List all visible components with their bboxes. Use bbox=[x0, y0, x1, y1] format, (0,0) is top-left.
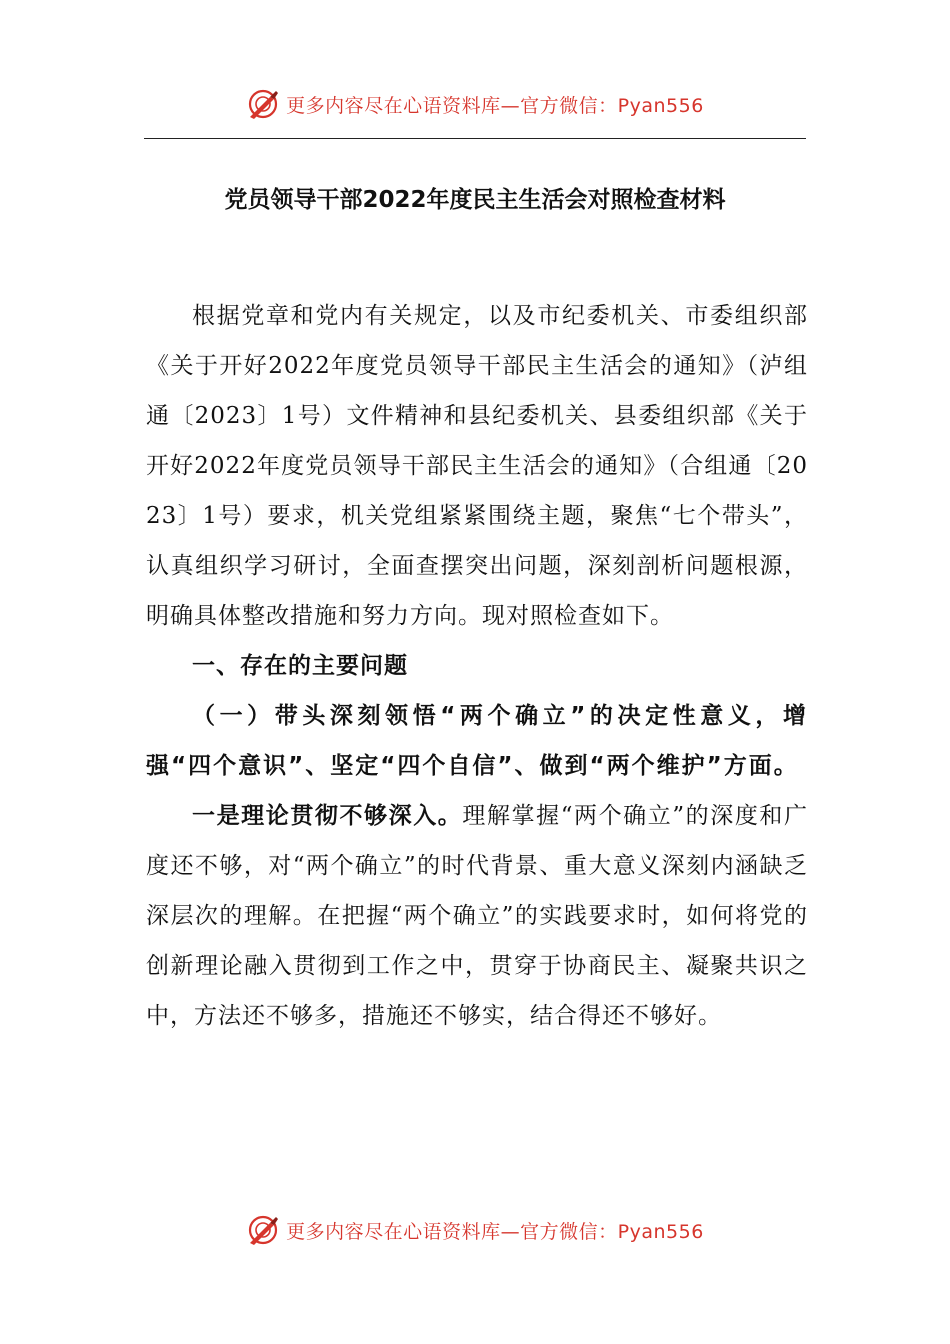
pen-circle-icon bbox=[246, 1212, 282, 1248]
intro-paragraph: 根据党章和党内有关规定，以及市纪委机关、市委组织部《关于开好2022年度党员领导干部民主生活会的通知》（泸组通〔2023〕1号）文件精神和县纪委机关、县委组织部《关于开好2022年度党员领导干部民主生活会的通知》（合组通〔2023〕1号）要求，机关党组紧紧围绕主题，聚焦“七个带头”，认真组织学习研讨，全面查摆突出问题，深刻剖析问题根源，明确具体整改措施和努力方向。现对照检查如下。 bbox=[146, 303, 808, 629]
section-heading: 一、存在的主要问题 bbox=[192, 653, 408, 679]
header-watermark-banner bbox=[0, 84, 950, 124]
footer-watermark-banner bbox=[0, 1210, 950, 1250]
point-lead: 一是理论贯彻不够深入。 bbox=[192, 803, 463, 829]
pen-circle-icon bbox=[246, 86, 282, 122]
point-paragraph bbox=[146, 791, 808, 1041]
point-text: 理解掌握“两个确立”的深度和广度还不够，对“两个确立”的时代背景、重大意义深刻内涵缺乏深层次的理解。在把握“两个确立”的实践要求时，如何将党的创新理论融入贯彻到工作之中，贯穿于协商民主、凝聚共识之中，方法还不够多，措施还不够实，结合得还不够好。 bbox=[146, 803, 808, 1029]
header-divider bbox=[144, 138, 806, 139]
document-title: 党员领导干部2022年度民主生活会对照检查材料 bbox=[224, 187, 726, 213]
document-body bbox=[146, 291, 808, 1041]
watermark-text: 更多内容尽在心语资料库—官方微信：Pyan556 bbox=[286, 1220, 704, 1243]
watermark-text: 更多内容尽在心语资料库—官方微信：Pyan556 bbox=[286, 94, 704, 117]
subsection-heading: （一）带头深刻领悟“两个确立”的决定性意义，增强“四个意识”、坚定“四个自信”、做到“两个维护”方面。 bbox=[146, 703, 808, 779]
